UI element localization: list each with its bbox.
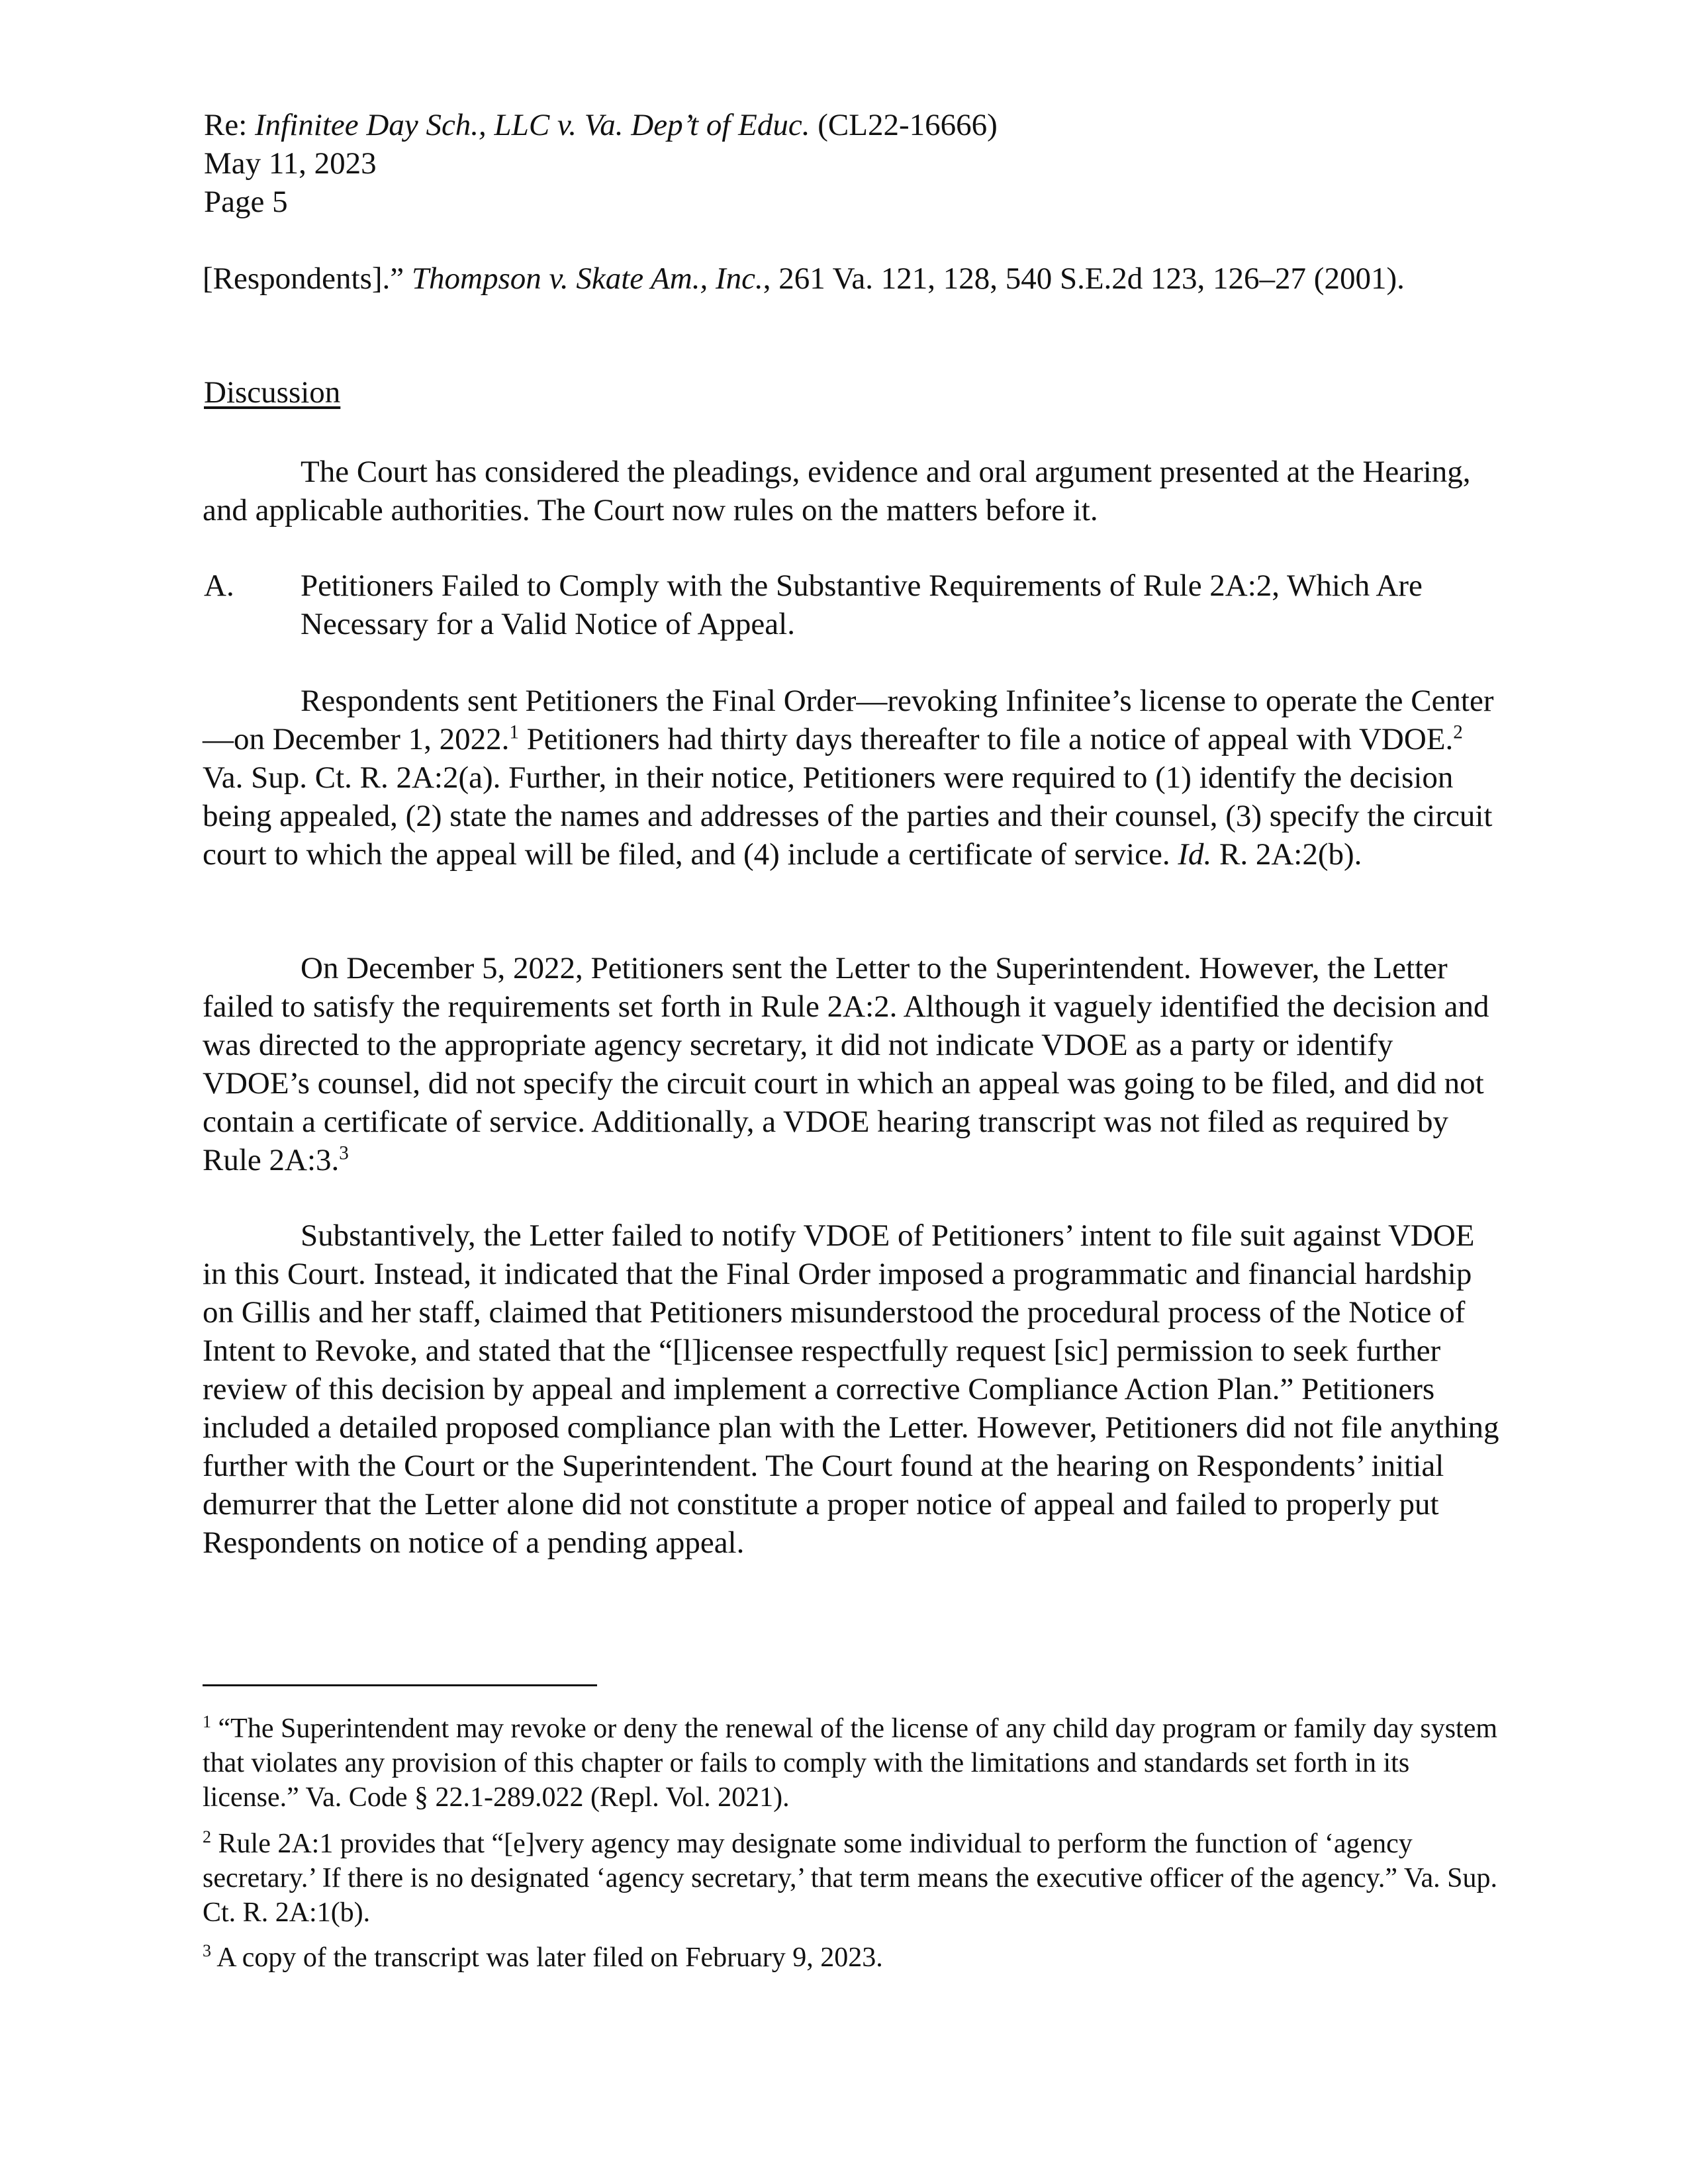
citation: Thompson v. Skate Am., Inc.: [411, 261, 763, 296]
footnote-ref-3[interactable]: 3: [339, 1142, 349, 1164]
paragraph-substantive: Substantively, the Letter failed to notify VDOE of Petitioners’ intent to file suit against VDOE in this Court. Instead, it indicated that the Final Order imposed a programmatic and financial hardship on Gillis and her staff, claimed that Petitioners misunderstood the procedural process of the Notice of Intent to Revoke, and stated that the “[l]icensee respectfully request [sic] permission to seek further review of this decision by appeal and implement a corrective Compliance Action Plan.” Petitioners included a detailed proposed compliance plan with the Letter. However, Petitioners did not file anything further with the Court or the Superintendent. The Court found at the hearing on Respondents’ initial demurrer that the Letter alone did not constitute a proper notice of appeal and failed to properly put Respondents on notice of a pending appeal.: [203, 1218, 1499, 1560]
header-date: May 11, 2023: [204, 146, 377, 181]
discussion-heading: Discussion: [204, 375, 341, 410]
footnote-ref-2[interactable]: 2: [1453, 721, 1463, 743]
section-title: Petitioners Failed to Comply with the Substantive Requirements of Rule 2A:2, Which Are Necessary for a Valid Notice of Appeal.: [301, 569, 1423, 641]
footnote-3: $^3$ A copy of the transcript was later filed on February 9, 2023.: [203, 1941, 883, 1973]
page-number: Page 5: [204, 185, 288, 219]
paragraph-letter: On December 5, 2022, Petitioners sent the Letter to the Superintendent. However, the Letter failed to satisfy the requirements set forth in Rule 2A:2. Although it vaguely identified the decision and was directed to the appropriate agency secretary, it did not indicate VDOE as a party or identify VDOE’s counsel, did not specify the circuit court in which an appeal was going to be filed, and did not contain a certificate of service. Additionally, a VDOE hearing transcript was not filed as required by Rule 2A:3.$^3$: [203, 951, 1489, 1177]
footnote-ref-1[interactable]: 1: [509, 721, 519, 743]
case-number: (CL22-16666): [810, 108, 998, 142]
continuation-paragraph: [Respondents].” Thompson v. Skate Am., Inc., 261 Va. 121, 128, 540 S.E.2d 123, 126–27 (2001).: [203, 261, 1405, 296]
section-letter: A.: [204, 569, 234, 603]
paragraph-final-order: Respondents sent Petitioners the Final Order—revoking Infinitee’s license to operate the Center—on December 1, 2022.$^1$ Petitioners had thirty days thereafter to file a notice of appeal with VDOE.$^2$ Va. Sup. Ct. R. 2A:2(a). Further, in their notice, Petitioners were required to (1) identify the decision being appealed, (2) state the names and addresses of the parties and their counsel, (3) specify the circuit court to which the appeal will be filed, and (4) include a certificate of service. Id. R. 2A:2(b).: [203, 684, 1494, 872]
id-citation: Id.: [1178, 837, 1212, 872]
paragraph-intro: The Court has considered the pleadings, evidence and oral argument presented at the Hearing, and applicable authorities. The Court now rules on the matters before it.: [203, 455, 1471, 527]
letter-header: [204, 106, 998, 221]
footnote-divider: [203, 1684, 597, 1686]
footnote-1: $^1$ “The Superintendent may revoke or deny the renewal of the license of any child day program or family day system that violates any provision of this chapter or fails to comply with the limitations and standards set forth in its license.” Va. Code § 22.1-289.022 (Repl. Vol. 2021).: [203, 1712, 1498, 1813]
footnote-2: $^2$ Rule 2A:1 provides that “[e]very agency may designate some individual to perform the function of ‘agency secretary.’ If there is no designated ‘agency secretary,’ that term means the executive officer of the agency.” Va. Sup. Ct. R. 2A:1(b).: [203, 1827, 1497, 1928]
case-name: Infinitee Day Sch., LLC v. Va. Dep’t of Educ.: [255, 108, 810, 142]
re-line: Re: Infinitee Day Sch., LLC v. Va. Dep’t of Educ. (CL22-16666): [204, 108, 998, 142]
